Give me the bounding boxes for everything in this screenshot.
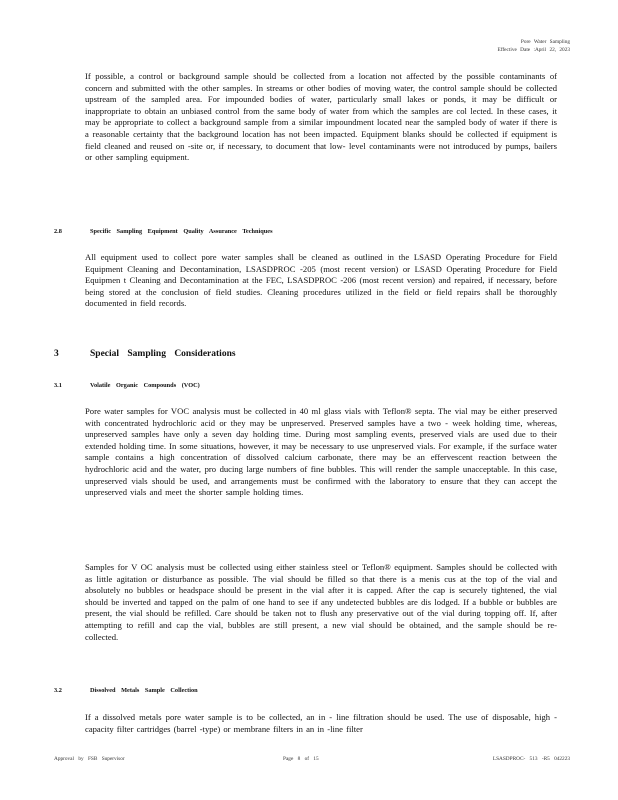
paragraph-control-sample: If possible, a control or background sample should be collected from a location not affected by the possible contaminants of concern and submitted with the other samples. In streams or other bodies of moving water, the control sample should be collected upstream of the sampled area. For impounded bodies of water, particularly small lakes or ponds, it may be difficult or inappropriate to obtain an unbiased control from the same body of water from which the samples are col lected. In these cases, it may be appropriate to collect a background sample from a similar impoundment located near the sampled body of water if there is a reasonable certainty that the background location has not been impacted. Equipment blanks should be collected if equipment is field cleaned and reused on -site or, if necessary, to document that low- level contaminants were not introduced by pumps, bailers or other sampling equipment. bbox=[85, 71, 557, 163]
paragraph-voc-vials: Pore water samples for VOC analysis must be collected in 40 ml glass vials with Teflon® septa. The vial may be either preserved with concentrated hydrochloric acid or they may be unpreserved. Preserved samples have a two - week holding time, whereas, unpreserved samples have only a seven day holding time. During most sampling events, preserved vials are used due to their extended holding time. In some situations, however, it may be necessary to use unpreserved vials. For example, if the surface water sample contains a high concentration of dissolved calcium carbonate, there may be an effervescent reaction between the hydrochloric acid and the water, pro ducing large numbers of fine bubbles. This will render the sample unacceptable. In this case, unpreserved vials should be used, and arrangements must be confirmed with the laboratory to ensure that they can accept the unpreserved vials and meet the shorter sample holding times. bbox=[85, 406, 557, 498]
section-title: Volatile Organic Compounds (VOC) bbox=[90, 382, 200, 389]
header-effective-date: Effective Date :April 22, 2023 bbox=[497, 47, 570, 53]
paragraph-voc-collection: Samples for V OC analysis must be collected using either stainless steel or Teflon® equipment. Samples should be collected with as little agitation or disturbance as possible. The vial should be filled so that there is a menis cus at the top of the vial and absolutely no bubbles or headspace should be present in the vial after it is capped. After the cap is securely tightened, the vial should be inverted and tapped on the palm of one hand to see if any undetected bubbles are dis lodged. If a bubble or bubbles are present, the vial should be refilled. Care should be taken not to flush any preservative out of the vial during topping off. If, after attempting to refill and cap the vial, bubbles are still present, a new vial should be obtained, and the sample should be re- collected. bbox=[85, 562, 557, 642]
section-title: Special Sampling Considerations bbox=[90, 349, 236, 359]
section-title: Specific Sampling Equipment Quality Assurance Techniques bbox=[90, 228, 273, 235]
paragraph-dissolved-metals: If a dissolved metals pore water sample is to be collected, an in - line filtration should be used. The use of disposable, high -capacity filter cartridges (barrel -type) or membrane filters in an in -line filter bbox=[85, 712, 557, 734]
header-title: Pore Water Sampling bbox=[520, 39, 570, 45]
footer-page-number: Page 8 of 15 bbox=[283, 756, 319, 762]
section-number: 3.2 bbox=[54, 687, 62, 694]
section-number: 2.8 bbox=[54, 228, 62, 235]
footer-document-id: LSASDPROC- 513 -R5 042223 bbox=[492, 756, 570, 762]
section-number: 3 bbox=[54, 349, 59, 359]
section-number: 3.1 bbox=[54, 382, 62, 389]
footer-approval: Approval by FSB Supervisor bbox=[54, 756, 125, 762]
section-title: Dissolved Metals Sample Collection bbox=[90, 687, 198, 694]
paragraph-equipment-cleaning: All equipment used to collect pore water samples shall be cleaned as outlined in the LSASD Operating Procedure for Field Equipment Cleaning and Decontamination, LSASDPROC -205 (most recent version) or LSASD Operating Procedure for Field Equipmen t Cleaning and Decontamination at the FEC, LSASDPROC -206 (most recent version) and repaired, if necessary, before being stored at the conclusion of field studies. Cleaning procedures utilized in the field or field repairs shall be thoroughly documented in field records. bbox=[85, 252, 557, 309]
